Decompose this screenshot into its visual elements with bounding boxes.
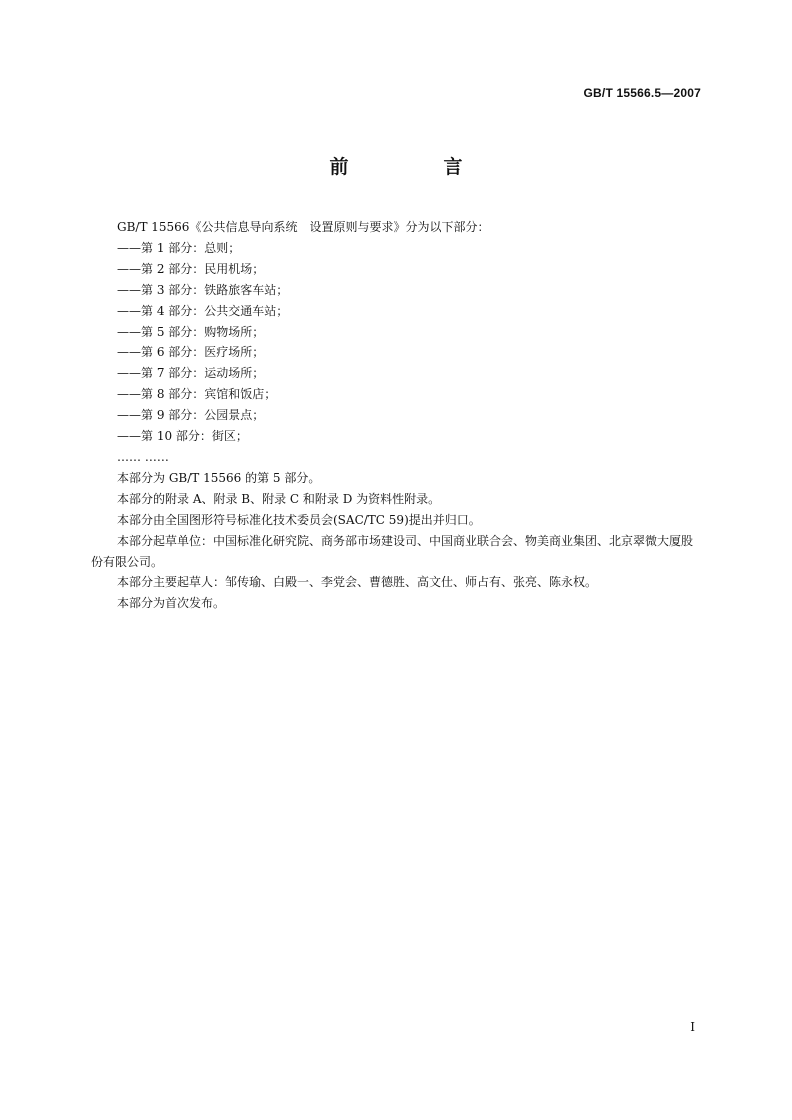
page-number: I [690, 1020, 695, 1034]
body-paragraph: 本部分主要起草人：邹传瑜、白殿一、李党会、曹德胜、高文仕、师占有、张亮、陈永权。 [117, 575, 598, 590]
part-list-item: ——第 7 部分：运动场所； [117, 366, 265, 381]
body-paragraph: 本部分的附录 A、附录 B、附录 C 和附录 D 为资料性附录。 [117, 491, 441, 506]
part-list-item: ——第 8 部分：宾馆和饭店； [117, 387, 277, 402]
body-paragraph: 本部分为首次发布。 [117, 596, 226, 611]
part-list-item: ——第 6 部分：医疗场所； [117, 345, 265, 360]
part-list-item: ——第 5 部分：购物场所； [117, 324, 265, 339]
part-list-item: ——第 1 部分：总则； [117, 240, 241, 255]
page-title: 前 言 [329, 156, 501, 178]
part-list-item: ——第 4 部分：公共交通车站； [117, 303, 289, 318]
body-paragraph: 本部分为 GB/T 15566 的第 5 部分。 [117, 470, 321, 485]
standard-number: GB/T 15566.5—2007 [583, 86, 701, 100]
body-paragraph: 本部分起草单位：中国标准化研究院、商务部市场建设司、中国商业联合会、物美商业集团、北京翠微大厦股份有限公司。 [91, 533, 694, 569]
intro-paragraph: GB/T 15566《公共信息导向系统 设置原则与要求》分为以下部分： [117, 220, 490, 234]
part-list-item: ——第 10 部分：街区； [117, 429, 248, 444]
list-ellipsis: …… …… [117, 449, 169, 464]
part-list-item: ——第 3 部分：铁路旅客车站； [117, 282, 289, 297]
part-list-item: ——第 9 部分：公园景点； [117, 408, 265, 423]
part-list-item: ——第 2 部分：民用机场； [117, 261, 265, 276]
foreword-body [91, 217, 703, 614]
body-paragraph: 本部分由全国图形符号标准化技术委员会(SAC/TC 59)提出并归口。 [117, 512, 481, 527]
